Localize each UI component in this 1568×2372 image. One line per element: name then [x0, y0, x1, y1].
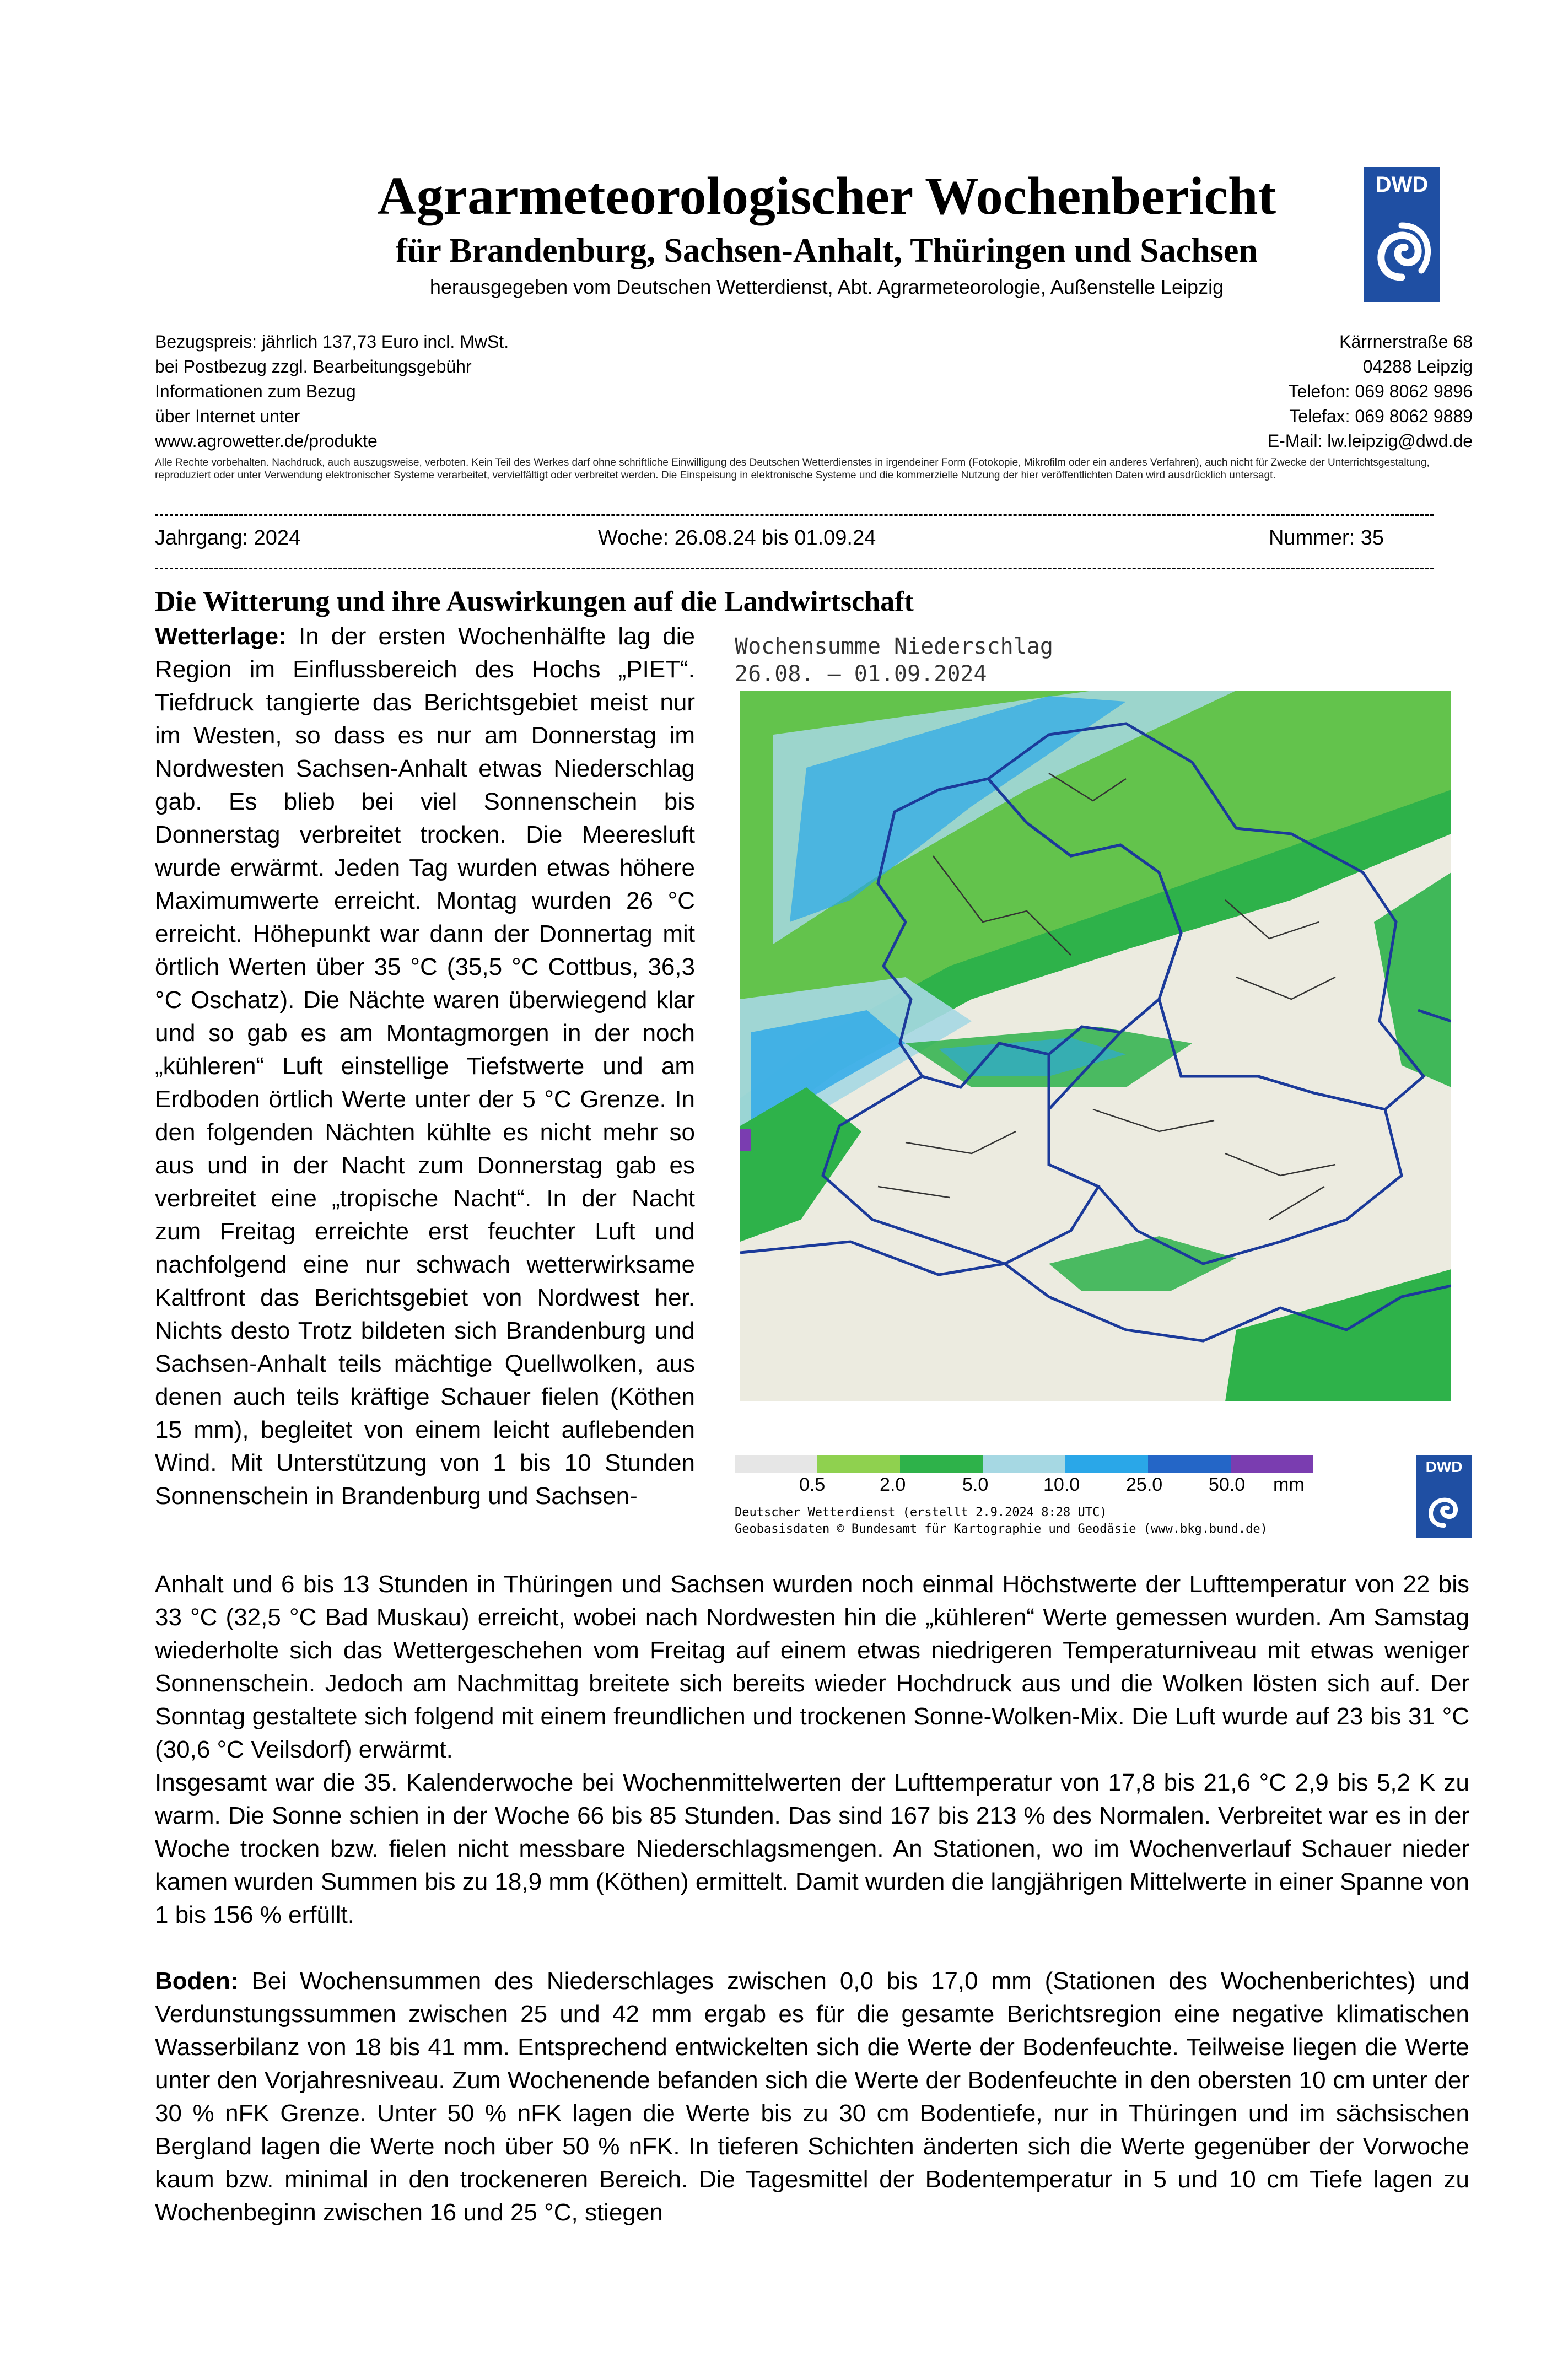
- info-line: bei Postbezug zzgl. Bearbeitungsgebühr: [155, 357, 472, 376]
- wetterlage-continuation: Anhalt und 6 bis 13 Stunden in Thüringen und Sachsen wurden noch einmal Höchstwerte der Lufttemperatur von 22 bis 33 °C (32,5 °C Bad Muskau) erreicht, wobei nach Nordwesten hin die „kühleren“ Werte gemessen wurden. Am Samstag wiederholte sich das Wettergeschehen vom Freitag auf einem etwas niedrigeren Temperaturniveau mit etwas weniger Sonnenschein. Jedoch am Nachmittag breitete sich bereits wieder Hochdruck aus und die Wolken lösten sich auf. Der Sonntag gestaltete sich folgend mit einem freundlichen und trockenen Sonne-Wolken-Mix. Die Luft wurde auf 23 bis 31 °C (30,6 °C Veilsdorf) erwärmt.: [155, 1571, 1469, 1763]
- legend-swatch: [1231, 1455, 1313, 1473]
- rain-max-cell: [740, 1129, 751, 1151]
- map-geodata-credit: Geobasisdaten © Bundesamt für Kartographie und Geodäsie (www.bkg.bund.de): [735, 1522, 1268, 1536]
- dwd-logo-small: [1416, 1455, 1472, 1538]
- legend-label: 0.5: [799, 1474, 826, 1495]
- info-line: über Internet unter: [155, 406, 300, 426]
- dwd-logo: [1364, 167, 1440, 302]
- issue-number: Nummer: 35: [1269, 526, 1384, 549]
- wetterlage-paragraph: [155, 620, 695, 1513]
- dwd-swirl-icon: [1416, 1455, 1472, 1538]
- subscription-info: [155, 330, 509, 454]
- dwd-logo-text: DWD: [1375, 172, 1429, 197]
- dwd-logo-text: DWD: [1425, 1458, 1463, 1475]
- divider: [155, 568, 1434, 569]
- report-title: Agrarmeteorologischer Wochenbericht: [377, 166, 1276, 226]
- publisher-line: herausgegeben vom Deutschen Wetterdienst, Abt. Agrarmeteorologie, Außenstelle Leipzig: [429, 276, 1224, 298]
- legal-notice: Alle Rechte vorbehalten. Nachdruck, auch auszugsweise, verboten. Kein Teil des Werkes darf ohne schriftliche Einwilligung des Deutschen Wetterdienstes in irgendeiner Form (Fotokopie, Mikrofilm oder ein anderes Verfahren), auch nicht für Zwecke der Unterrichtsgestaltung, reproduziert oder unter Verwendung elektronischer Systeme verarbeitet, vervielfältigt oder verbreitet werden. Die Einspeisung in elektronische Systeme und die kommerzielle Nutzung der hier veröffentlichten Daten wird ausdrücklich untersagt.: [155, 457, 1430, 481]
- legend-label: 5.0: [962, 1474, 989, 1495]
- email-link[interactable]: E-Mail: lw.leipzig@dwd.de: [1267, 431, 1473, 451]
- boden-paragraph: [155, 1965, 1469, 2229]
- map-caption-title: Wochensumme Niederschlag: [735, 634, 1053, 659]
- phone: Telefon: 069 8062 9896: [1288, 381, 1473, 401]
- website-link[interactable]: www.agrowetter.de/produkte: [155, 431, 378, 451]
- legend-swatch: [1065, 1455, 1148, 1473]
- legend-swatch: [983, 1455, 1065, 1473]
- legend-swatch: [735, 1455, 817, 1473]
- legend-unit: mm: [1273, 1474, 1305, 1495]
- report-subtitle: für Brandenburg, Sachsen-Anhalt, Thüringen und Sachsen: [396, 232, 1258, 269]
- wetterlage-text: In der ersten Wochenhälfte lag die Region im Einflussbereich des Hochs „PIET“. Tiefdruck tangierte das Berichtsgebiet meist nur im Westen, so dass es nur am Donnerstag im Nordwesten Sachsen-Anhalt etwas Niederschlag gab. Es blieb bei viel Sonnenschein bis Donnerstag verbreitet trocken. Die Meeresluft wurde erwärmt. Jeden Tag wurden etwas höhere Maximumwerte erreicht. Montag wurden 26 °C erreicht. Höhepunkt war dann der Donnertag mit örtlich Werten über 35 °C (35,5 °C Cottbus, 36,3 °C Oschatz). Die Nächte waren überwiegend klar und so gab es am Montagmorgen in der noch „kühleren“ Luft einstellige Tiefstwerte und am Erdboden örtlich Werte unter der 5 °C Grenze. In den folgenden Nächten kühlte es nicht mehr so aus und in der Nacht zum Donnerstag gab es verbreitet eine „tropische Nacht“. In der Nacht zum Freitag erreichte erst feuchter Luft und nachfolgend eine nur schwach wetterwirksame Kaltfront das Berichtsgebiet von Nordwest her. Nichts desto Trotz bildeten sich Brandenburg und Sachsen-Anhalt teils mächtige Quellwolken, aus denen auch teils kräftige Schauer fielen (Köthen 15 mm), begleitet von einem leicht auflebenden Wind. Mit Unterstützung von 1 bis 10 Stunden Sonnenschein in Brandenburg und Sachsen-: [155, 623, 695, 1510]
- issue-year: Jahrgang: 2024: [155, 526, 301, 549]
- precipitation-map: [740, 691, 1451, 1401]
- wetterlage-label: Wetterlage:: [155, 623, 287, 650]
- contact-info: [1102, 330, 1473, 454]
- map-caption-dates: 26.08. – 01.09.2024: [735, 661, 987, 687]
- weekly-summary-paragraph: Insgesamt war die 35. Kalenderwoche bei Wochenmittelwerten der Lufttemperatur von 17,8 bis 21,6 °C 2,9 bis 5,2 K zu warm. Die Sonne schien in der Woche 66 bis 85 Stunden. Das sind 167 bis 213 % des Normalen. Verbreitet war es in der Woche trocken bzw. fielen nicht messbare Niederschlagsmengen. An Stationen, wo im Wochenverlauf Schauer nieder kamen wurden Summen bis zu 18,9 mm (Köthen) ermittelt. Damit wurden die langjährigen Mittelwerte in einer Spanne von 1 bis 156 % erfüllt.: [155, 1769, 1469, 1928]
- boden-text: Bei Wochensummen des Niederschlages zwischen 0,0 bis 17,0 mm (Stationen des Wochenberichtes) und Verdunstungssummen zwischen 25 und 42 mm ergab es für die gesamte Berichtsregion eine negative klimatischen Wasserbilanz von 18 bis 41 mm. Entsprechend entwickelten sich die Werte der Bodenfeuchte. Teilweise liegen die Werte unter den Vorjahresniveau. Zum Wochenende befanden sich die Werte der Bodenfeuchte in den obersten 10 cm unter der 30 % nFK Grenze. Unter 50 % nFK lagen die Werte bis zu 30 cm Bodentiefe, nur in Thüringen und im sächsischen Bergland lagen die Werte noch über 50 % nFK. In tieferen Schichten änderten sich die Werte gegenüber der Vorwoche kaum bzw. minimal in den trockeneren Bereich. Die Tagesmittel der Bodentemperatur in 5 und 10 cm Tiefe lagen zu Wochenbeginn zwischen 16 und 25 °C, stiegen: [155, 1967, 1469, 2226]
- info-line: Bezugspreis: jährlich 137,73 Euro incl. MwSt.: [155, 332, 509, 352]
- issue-week: Woche: 26.08.24 bis 01.09.24: [598, 526, 876, 549]
- legend-swatch: [900, 1455, 983, 1473]
- map-credit: Deutscher Wetterdienst (erstellt 2.9.2024 8:28 UTC): [735, 1506, 1107, 1519]
- legend-label: 2.0: [880, 1474, 906, 1495]
- legend-swatch: [817, 1455, 900, 1473]
- dwd-swirl-icon: [1364, 167, 1440, 302]
- legend-label: 25.0: [1126, 1474, 1163, 1495]
- map-legend-bar: [735, 1455, 1313, 1473]
- legend-swatch: [1148, 1455, 1231, 1473]
- divider: [155, 514, 1434, 516]
- boden-label: Boden:: [155, 1967, 239, 1994]
- address-city: 04288 Leipzig: [1362, 357, 1473, 376]
- info-line: Informationen zum Bezug: [155, 381, 356, 401]
- legend-label: 50.0: [1209, 1474, 1246, 1495]
- address-street: Kärrnerstraße 68: [1339, 332, 1473, 352]
- legend-label: 10.0: [1043, 1474, 1080, 1495]
- section-heading: Die Witterung und ihre Auswirkungen auf die Landwirtschaft: [155, 586, 914, 617]
- fax: Telefax: 069 8062 9889: [1289, 406, 1473, 426]
